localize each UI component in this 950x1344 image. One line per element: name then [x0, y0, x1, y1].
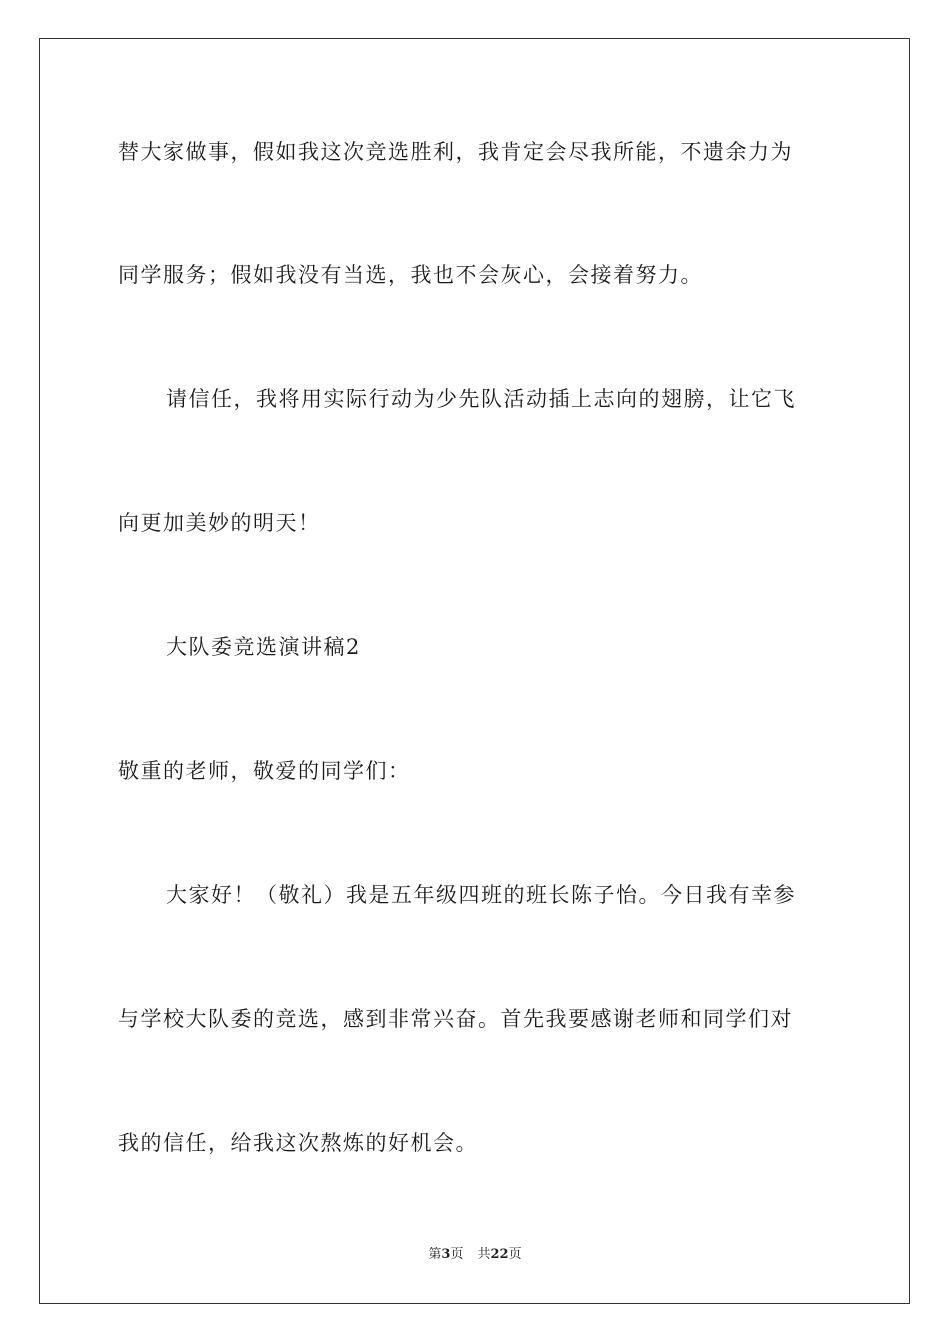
footer-total-suffix: 页	[508, 1247, 522, 1262]
salutation: 敬重的老师，敬爱的同学们：	[118, 759, 411, 783]
paragraph-line: 向更加美妙的明天！	[118, 511, 321, 535]
paragraph-line: 请信任，我将用实际行动为少先队活动插上志向的翅膀，让它飞	[166, 387, 796, 411]
page-footer	[0, 1246, 950, 1264]
paragraph-line: 替大家做事，假如我这次竞选胜利，我肯定会尽我所能，不遗余力为	[118, 140, 793, 164]
paragraph-line: 大家好！（敬礼）我是五年级四班的班长陈子怡。今日我有幸参	[166, 883, 796, 907]
page-border	[39, 38, 910, 1304]
paragraph-line: 我的信任，给我这次熬炼的好机会。	[118, 1131, 478, 1155]
section-heading: 大队委竞选演讲稿2	[166, 635, 361, 659]
footer-page-suffix: 页	[450, 1247, 464, 1262]
footer-page-number: 3	[441, 1247, 451, 1262]
paragraph-line: 同学服务；假如我没有当选，我也不会灰心，会接着努力。	[118, 263, 703, 287]
footer-page-prefix: 第	[428, 1247, 442, 1262]
paragraph-line: 与学校大队委的竞选，感到非常兴奋。首先我要感谢老师和同学们对	[118, 1007, 793, 1031]
footer-total-pages: 22	[490, 1247, 509, 1262]
footer-total-prefix: 共	[477, 1247, 491, 1262]
